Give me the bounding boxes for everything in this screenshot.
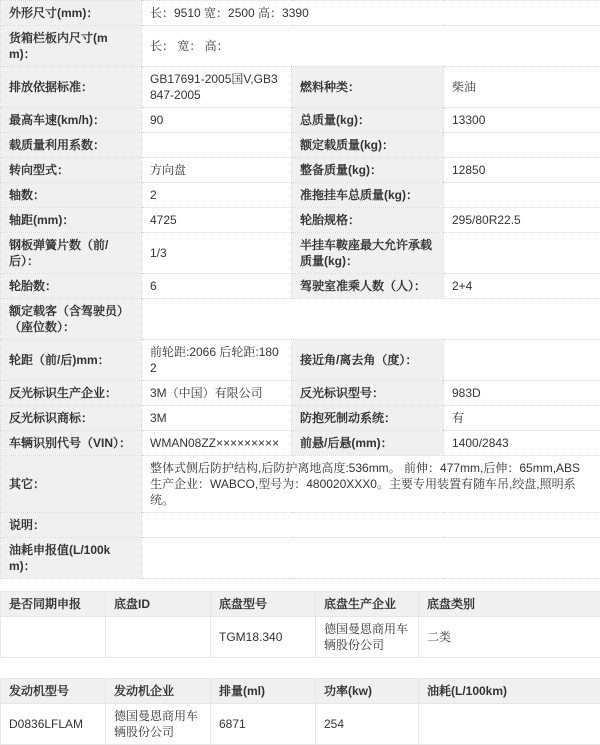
spec-row <box>1 67 600 108</box>
spec-value <box>142 133 292 158</box>
spec-row <box>1 274 600 299</box>
engine-header-cell: 功率(kw) <box>316 679 419 704</box>
spec-row <box>1 406 600 431</box>
spec-label: 总质量(kg)： <box>292 108 444 133</box>
spec-value: 1400/2843 <box>444 431 600 456</box>
spec-row <box>1 513 600 538</box>
engine-header-cell: 发动机型号 <box>1 679 106 704</box>
spec-label: 反光标识型号： <box>292 381 444 406</box>
spec-value: 有 <box>444 406 600 431</box>
spec-value: 295/80R22.5 <box>444 208 600 233</box>
spec-row <box>1 381 600 406</box>
spec-label: 载质量利用系数： <box>1 133 142 158</box>
spec-label: 轴距(mm)： <box>1 208 142 233</box>
engine-cell <box>419 704 600 745</box>
chassis-header-cell: 底盘生产企业 <box>316 592 419 617</box>
spec-label: 转向型式： <box>1 158 142 183</box>
chassis-header-cell: 底盘型号 <box>211 592 316 617</box>
spec-row <box>1 26 600 67</box>
spec-value <box>142 538 600 579</box>
spec-value: 12850 <box>444 158 600 183</box>
chassis-table <box>0 591 600 658</box>
spec-label: 货箱栏板内尺寸(mm)： <box>1 26 142 67</box>
spec-row <box>1 299 600 340</box>
chassis-cell: 二类 <box>419 617 600 658</box>
spec-value: 983D <box>444 381 600 406</box>
spec-value: 长： 宽： 高： <box>142 26 600 67</box>
spec-value: 2+4 <box>444 274 600 299</box>
spec-value: 90 <box>142 108 292 133</box>
chassis-header-cell: 是否同期申报 <box>1 592 106 617</box>
spec-label: 整备质量(kg)： <box>292 158 444 183</box>
engine-table <box>0 678 600 745</box>
spec-label: 防抱死制动系统： <box>292 406 444 431</box>
spec-label: 准拖挂车总质量(kg)： <box>292 183 444 208</box>
spec-label: 半挂车鞍座最大允许承载质量(kg)： <box>292 233 444 274</box>
engine-header-cell: 排量(ml) <box>211 679 316 704</box>
spec-value <box>444 133 600 158</box>
spec-row <box>1 340 600 381</box>
spec-row <box>1 233 600 274</box>
spec-value: 2 <box>142 183 292 208</box>
spec-label: 油耗申报值(L/100km)： <box>1 538 142 579</box>
spec-value: 6 <box>142 274 292 299</box>
spec-value: WMAN08ZZ××××××××× <box>142 431 292 456</box>
spec-label: 燃料种类： <box>292 67 444 108</box>
spec-label: 轮胎数： <box>1 274 142 299</box>
spec-value: 整体式侧后防护结构,后防护离地高度:536mm。 前伸：477mm,后伸：65mm,ABS生产企业：WABCO,型号为：480020XXX0。主要专用装置有随车吊,绞盘,照明系统。 <box>142 456 600 513</box>
spec-row <box>1 108 600 133</box>
spec-label: 额定载客（含驾驶员）（座位数）： <box>1 299 142 340</box>
spec-value <box>142 513 600 538</box>
engine-cell: D0836LFLAM <box>1 704 106 745</box>
spec-label: 排放依据标准： <box>1 67 142 108</box>
spec-value: 13300 <box>444 108 600 133</box>
spec-value: 3M（中国）有限公司 <box>142 381 292 406</box>
spec-row <box>1 456 600 513</box>
chassis-cell: 德国曼恩商用车辆股份公司 <box>316 617 419 658</box>
spec-row <box>1 431 600 456</box>
spec-label: 说明： <box>1 513 142 538</box>
spec-value <box>142 299 600 340</box>
spec-label: 前悬/后悬(mm)： <box>292 431 444 456</box>
spec-value: 1/3 <box>142 233 292 274</box>
engine-row <box>1 704 600 745</box>
spec-value <box>444 233 600 274</box>
engine-cell: 254 <box>316 704 419 745</box>
spec-label: 外形尺寸(mm)： <box>1 1 142 26</box>
spec-value: 4725 <box>142 208 292 233</box>
spec-label: 车辆识别代号（VIN）： <box>1 431 142 456</box>
chassis-header-row <box>1 592 600 617</box>
chassis-header-cell: 底盘类别 <box>419 592 600 617</box>
engine-header-cell: 发动机企业 <box>106 679 211 704</box>
spec-value: 柴油 <box>444 67 600 108</box>
spec-row <box>1 1 600 26</box>
chassis-header-cell: 底盘ID <box>106 592 211 617</box>
engine-header-cell: 油耗(L/100km) <box>419 679 600 704</box>
spec-label: 钢板弹簧片数（前/后）： <box>1 233 142 274</box>
engine-cell: 6871 <box>211 704 316 745</box>
chassis-cell <box>106 617 211 658</box>
spec-value <box>444 340 600 381</box>
spec-value: 3M <box>142 406 292 431</box>
spec-label: 轴数： <box>1 183 142 208</box>
spec-row <box>1 158 600 183</box>
engine-header-row <box>1 679 600 704</box>
spec-label: 额定载质量(kg)： <box>292 133 444 158</box>
spec-row <box>1 183 600 208</box>
spec-value: 方向盘 <box>142 158 292 183</box>
spec-value <box>444 183 600 208</box>
spec-label: 接近角/离去角（度）： <box>292 340 444 381</box>
spec-row <box>1 538 600 579</box>
chassis-cell: TGM18.340 <box>211 617 316 658</box>
chassis-row <box>1 617 600 658</box>
spec-row <box>1 208 600 233</box>
spec-label: 轮胎规格： <box>292 208 444 233</box>
chassis-cell <box>1 617 106 658</box>
spec-value: 前轮距:2066 后轮距:1802 <box>142 340 292 381</box>
spec-label: 最高车速(km/h)： <box>1 108 142 133</box>
spec-row <box>1 133 600 158</box>
spec-label: 反光标识生产企业： <box>1 381 142 406</box>
spec-label: 反光标识商标： <box>1 406 142 431</box>
spec-value: 长：9510 宽：2500 高：3390 <box>142 1 600 26</box>
spec-label: 其它： <box>1 456 142 513</box>
spec-value: GB17691-2005国V,GB3847-2005 <box>142 67 292 108</box>
spec-label: 轮距（前/后)mm： <box>1 340 142 381</box>
engine-cell: 德国曼恩商用车辆股份公司 <box>106 704 211 745</box>
spec-label: 驾驶室准乘人数（人）： <box>292 274 444 299</box>
